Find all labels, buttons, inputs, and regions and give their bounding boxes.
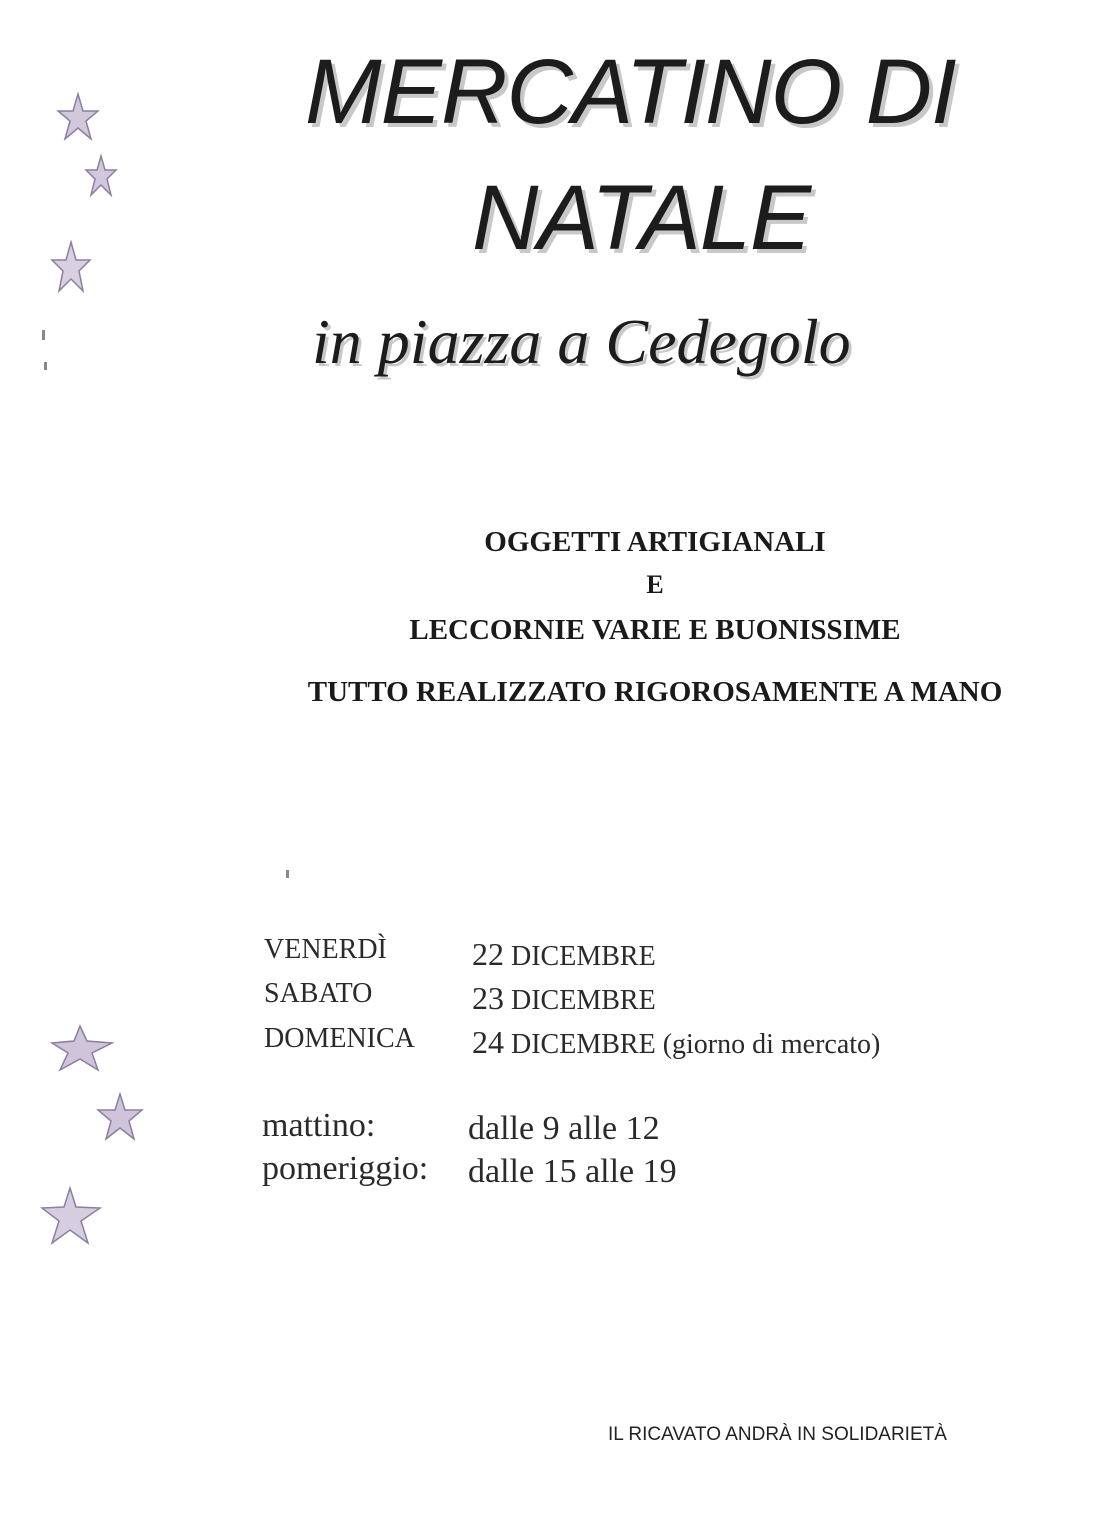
time-label: mattino: [262,1107,376,1144]
time-value: dalle 15 alle 19 [468,1153,677,1190]
description-line-3: LECCORNIE VARIE E BUONISSIME [409,614,901,646]
speck [44,362,47,370]
subtitle: in piazza a Cedegolo [312,306,851,377]
star-icon [96,1092,144,1142]
schedule-date [472,1024,880,1061]
date-number: 23 [472,980,504,1016]
date-number: 24 [472,1024,504,1060]
description-line-2: E [646,570,664,599]
date-month: DICEMBRE [511,985,656,1016]
star-icon [50,1024,114,1072]
star-icon [40,1186,102,1246]
speck [42,330,45,340]
schedule-date [472,980,656,1017]
title-line-1: MERCATINO DI [305,41,956,143]
date-month: DICEMBRE [511,1029,656,1060]
star-icon [84,154,118,198]
date-month: DICEMBRE [511,941,656,972]
time-label: pomeriggio: [262,1150,429,1187]
date-note: (giorno di mercato) [662,1029,881,1060]
description-line-4: TUTTO REALIZZATO RIGOROSAMENTE A MANO [307,676,1003,708]
speck [286,870,289,878]
title-line-2: NATALE [472,167,811,269]
footer-note: IL RICAVATO ANDRÀ IN SOLIDARIETÀ [608,1424,947,1445]
schedule-day: VENERDÌ [264,934,387,965]
schedule-date [472,936,656,973]
star-icon [56,92,100,142]
description-line-1: OGGETTI ARTIGIANALI [484,526,826,558]
schedule-day: DOMENICA [264,1023,415,1054]
star-icon [50,240,92,294]
date-number: 22 [472,936,504,972]
schedule-day: SABATO [264,978,373,1009]
time-value: dalle 9 alle 12 [468,1110,660,1147]
